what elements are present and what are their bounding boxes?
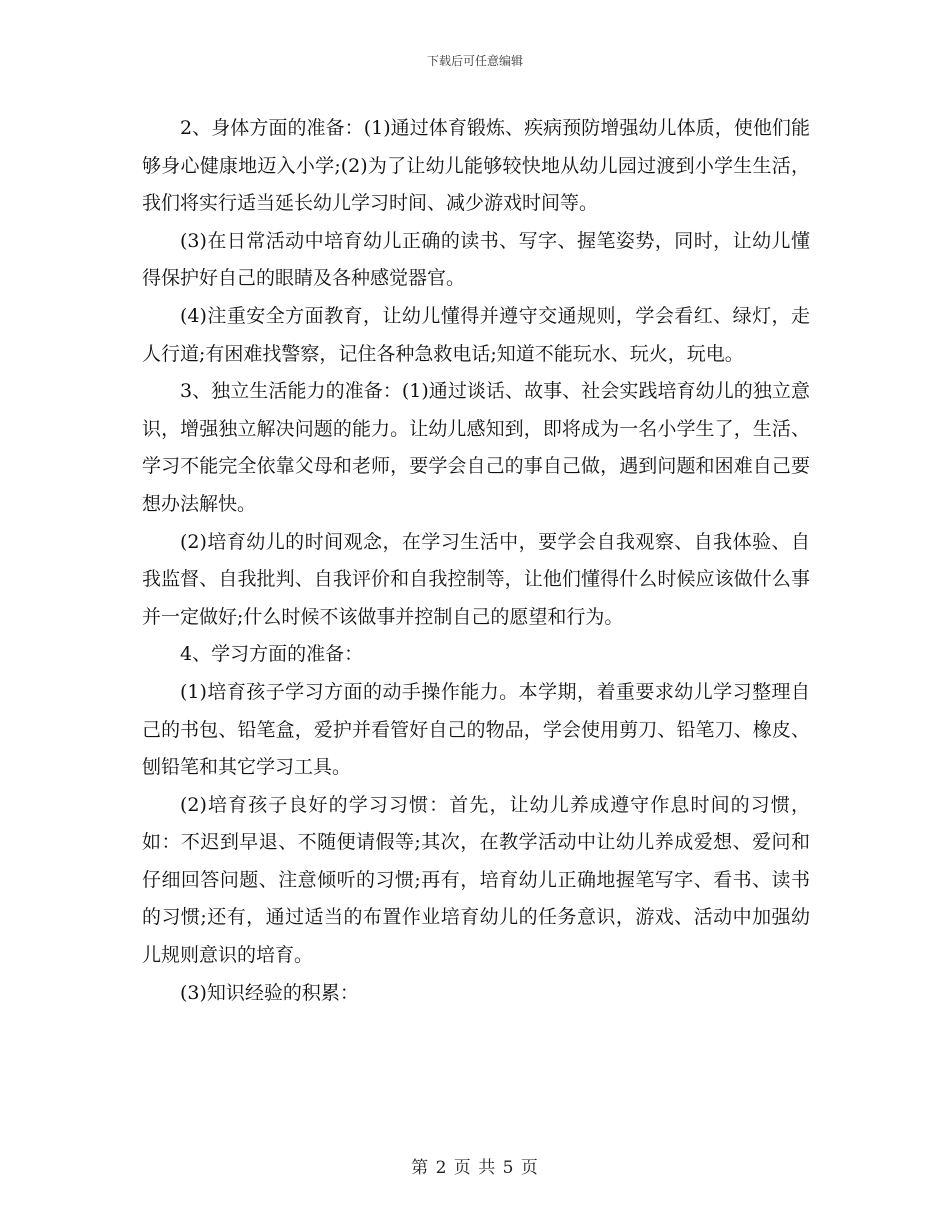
paragraph-physical-preparation: 2、身体方面的准备：(1)通过体育锻炼、疾病预防增强幼儿体质，使他们能够身心健康地迈入小学;(2)为了让幼儿能够较快地从幼儿园过渡到小学生生活，我们将实行适当延长幼儿学习时间、减少游戏时间等。 — [142, 117, 810, 215]
page-header: 下载后可任意编辑 — [426, 54, 523, 68]
paragraph-independent-living: 3、独立生活能力的准备：(1)通过谈话、故事、社会实践培育幼儿的独立意识，增强独立解决问题的能力。让幼儿感知到，即将成为一名小学生了，生活、学习不能完全依靠父母和老师，要学会自己的事自己做，遇到问题和困难自己要想办法解快。 — [142, 380, 810, 515]
document-body — [142, 110, 810, 1012]
paragraph-hands-on-ability: (1)培育孩子学习方面的动手操作能力。本学期，着重要求幼儿学习整理自己的书包、铅笔盒，爱护并看管好自己的物品，学会使用剪刀、铅笔刀、橡皮、刨铅笔和其它学习工具。 — [142, 680, 810, 779]
paragraph-posture-habits: (3)在日常活动中培育幼儿正确的读书、写字、握笔姿势，同时，让幼儿懂得保护好自己的眼睛及各种感觉器官。 — [142, 229, 810, 290]
paragraph-study-habits: (2)培育孩子良好的学习习惯：首先，让幼儿养成遵守作息时间的习惯，如：不迟到早退、不随便请假等;其次，在教学活动中让幼儿养成爱想、爱问和仔细回答问题、注意倾听的习惯;再有，培育幼儿正确地握笔写字、看书、读书的习惯;还有，通过适当的布置作业培育幼儿的任务意识，游戏、活动中加强幼儿规则意识的培育。 — [142, 793, 810, 967]
paragraph-knowledge-accumulation: (3)知识经验的积累： — [180, 981, 359, 1004]
paragraph-safety-education: (4)注重安全方面教育，让幼儿懂得并遵守交通规则，学会看红、绿灯，走人行道;有困难找警察，记住各种急救电话;知道不能玩水、玩火，玩电。 — [142, 304, 810, 365]
page-footer: 第 2 页 共 5 页 — [411, 1158, 539, 1178]
paragraph-learning-preparation-heading: 4、学习方面的准备： — [180, 643, 364, 666]
paragraph-time-concept: (2)培育幼儿的时间观念，在学习生活中，要学会自我观察、自我体验、自我监督、自我批判、自我评价和自我控制等，让他们懂得什么时候应该做什么事并一定做好;什么时候不该做事并控制自己的愿望和行为。 — [142, 530, 810, 628]
